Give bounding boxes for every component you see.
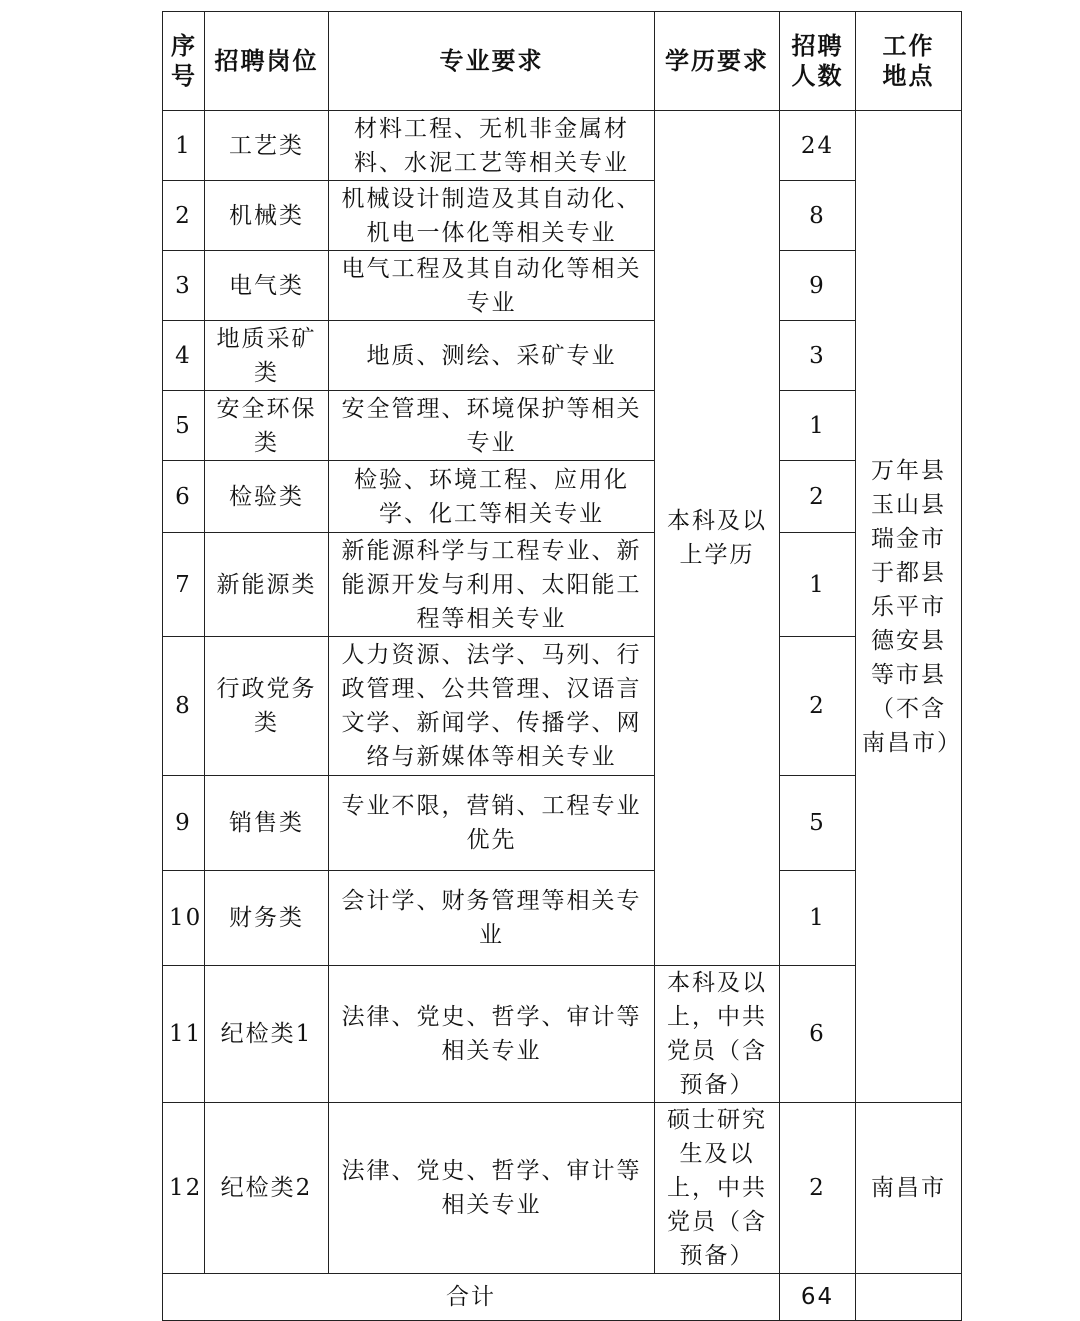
table-row <box>163 1103 962 1274</box>
row-count: 3 <box>780 321 856 391</box>
row-major: 新能源科学与工程专业、新能源开发与利用、太阳能工程等相关专业 <box>329 533 655 637</box>
row-index: 4 <box>163 321 205 391</box>
header-count: 招聘人数 <box>780 12 856 111</box>
row-index: 7 <box>163 533 205 637</box>
row-index: 2 <box>163 181 205 251</box>
row-position: 检验类 <box>205 461 329 533</box>
row-major: 法律、党史、哲学、审计等相关专业 <box>329 966 655 1103</box>
row-major: 人力资源、法学、马列、行政管理、公共管理、汉语言文学、新闻学、传播学、网络与新媒体等相关专业 <box>329 637 655 776</box>
row-position: 纪检类2 <box>205 1103 329 1274</box>
table-row <box>163 321 962 391</box>
row-count: 1 <box>780 871 856 966</box>
row-location: 南昌市 <box>856 1103 962 1274</box>
table-row <box>163 871 962 966</box>
total-label: 合计 <box>163 1274 780 1321</box>
row-index: 1 <box>163 111 205 181</box>
row-index: 10 <box>163 871 205 966</box>
row-education: 硕士研究生及以上，中共党员（含预备） <box>655 1103 780 1274</box>
row-position: 新能源类 <box>205 533 329 637</box>
row-count: 2 <box>780 1103 856 1274</box>
header-index: 序号 <box>163 12 205 111</box>
row-count: 1 <box>780 391 856 461</box>
header-row <box>163 12 962 111</box>
row-index: 12 <box>163 1103 205 1274</box>
row-education: 本科及以上，中共党员（含预备） <box>655 966 780 1103</box>
row-major: 检验、环境工程、应用化学、化工等相关专业 <box>329 461 655 533</box>
table-row <box>163 533 962 637</box>
row-position: 工艺类 <box>205 111 329 181</box>
row-index: 3 <box>163 251 205 321</box>
row-position: 纪检类1 <box>205 966 329 1103</box>
row-count: 1 <box>780 533 856 637</box>
row-count: 24 <box>780 111 856 181</box>
row-major: 材料工程、无机非金属材料、水泥工艺等相关专业 <box>329 111 655 181</box>
row-count: 5 <box>780 776 856 871</box>
row-position: 电气类 <box>205 251 329 321</box>
row-count: 2 <box>780 461 856 533</box>
row-major: 专业不限，营销、工程专业优先 <box>329 776 655 871</box>
row-index: 5 <box>163 391 205 461</box>
header-location: 工作地点 <box>856 12 962 111</box>
table-row <box>163 391 962 461</box>
row-major: 法律、党史、哲学、审计等相关专业 <box>329 1103 655 1274</box>
header-education: 学历要求 <box>655 12 780 111</box>
table-row <box>163 461 962 533</box>
row-index: 8 <box>163 637 205 776</box>
row-position: 安全环保类 <box>205 391 329 461</box>
row-count: 2 <box>780 637 856 776</box>
row-count: 9 <box>780 251 856 321</box>
table-row <box>163 251 962 321</box>
row-major: 会计学、财务管理等相关专业 <box>329 871 655 966</box>
total-row <box>163 1274 962 1321</box>
row-position: 销售类 <box>205 776 329 871</box>
row-major: 地质、测绘、采矿专业 <box>329 321 655 391</box>
row-position: 地质采矿类 <box>205 321 329 391</box>
row-index: 9 <box>163 776 205 871</box>
total-empty-cell <box>856 1274 962 1321</box>
row-position: 机械类 <box>205 181 329 251</box>
table-row <box>163 966 962 1103</box>
row-position: 财务类 <box>205 871 329 966</box>
row-count: 6 <box>780 966 856 1103</box>
row-major: 机械设计制造及其自动化、机电一体化等相关专业 <box>329 181 655 251</box>
row-index: 11 <box>163 966 205 1103</box>
header-major: 专业要求 <box>329 12 655 111</box>
table-row <box>163 776 962 871</box>
table-row <box>163 637 962 776</box>
row-position: 行政党务类 <box>205 637 329 776</box>
shared-location-cell: 万年县玉山县瑞金市于都县乐平市德安县等市县（不含南昌市） <box>856 111 962 1103</box>
table-row <box>163 181 962 251</box>
row-major: 安全管理、环境保护等相关专业 <box>329 391 655 461</box>
row-count: 8 <box>780 181 856 251</box>
row-major: 电气工程及其自动化等相关专业 <box>329 251 655 321</box>
shared-education-cell: 本科及以上学历 <box>655 111 780 966</box>
table-row <box>163 111 962 181</box>
recruitment-table <box>162 11 962 1321</box>
row-index: 6 <box>163 461 205 533</box>
total-count: 64 <box>780 1274 856 1321</box>
header-position: 招聘岗位 <box>205 12 329 111</box>
